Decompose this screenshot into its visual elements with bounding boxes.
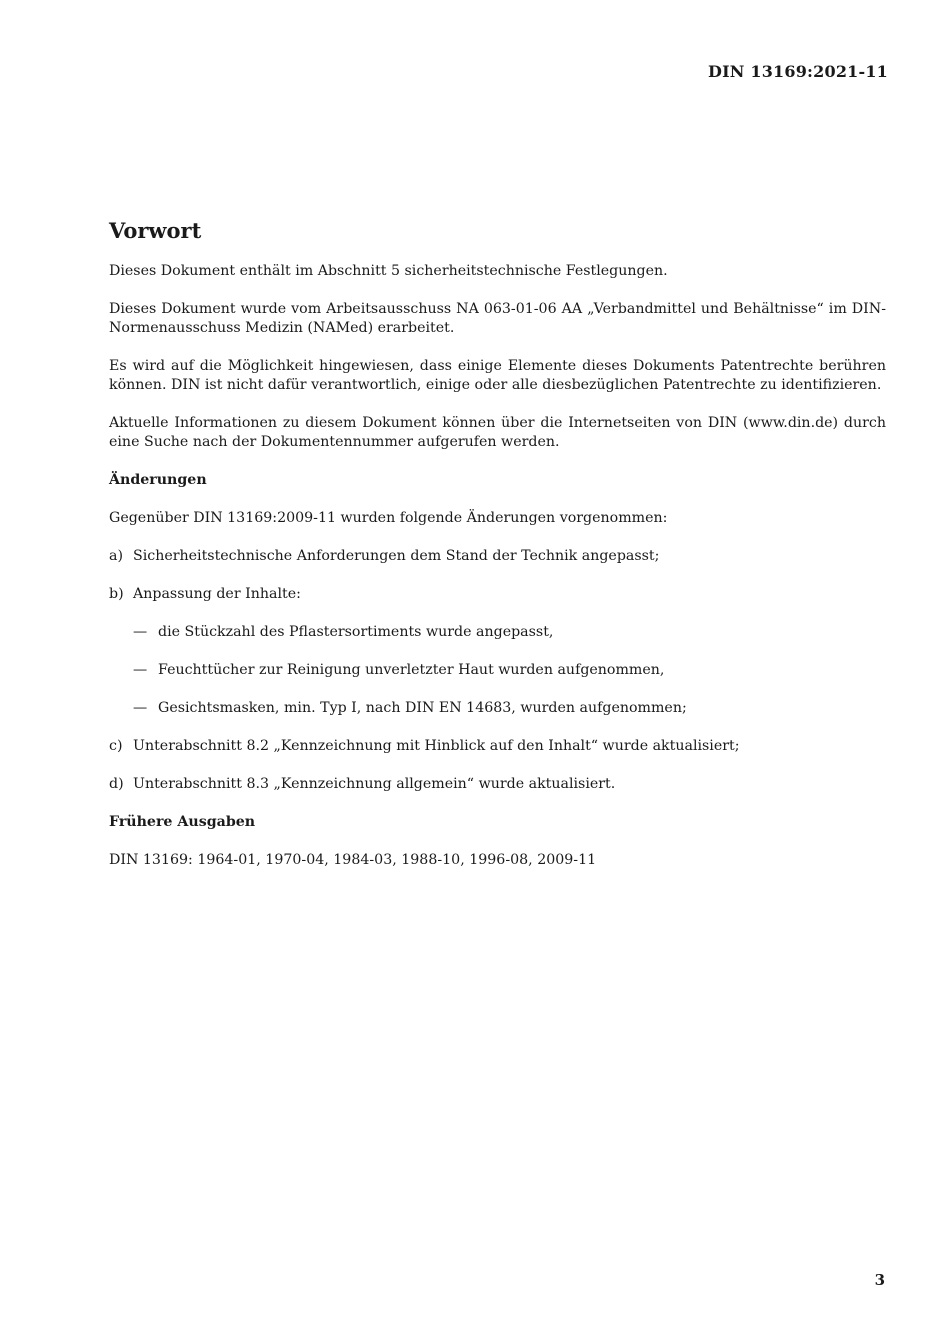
dash-marker: — bbox=[133, 700, 148, 716]
list-marker: a) bbox=[109, 548, 123, 564]
paragraph-committee: Dieses Dokument wurde vom Arbeitsausschuss NA 063-01-06 AA „Verbandmittel und Behältnisse“ im DIN-Normenausschuss Medizin (NAMed) erarbeitet. bbox=[109, 301, 886, 336]
change-item-d bbox=[109, 775, 886, 794]
change-item-a bbox=[109, 547, 886, 566]
list-item-text: Unterabschnitt 8.3 „Kennzeichnung allgemein“ wurde aktualisiert. bbox=[133, 776, 616, 792]
change-subitem-3 bbox=[109, 699, 886, 718]
paragraph-information: Aktuelle Informationen zu diesem Dokument können über die Internetseiten von DIN (www.din.de) durch eine Suche nach der Dokumentennummer aufgerufen werden. bbox=[109, 415, 886, 450]
list-item-text: Unterabschnitt 8.2 „Kennzeichnung mit Hinblick auf den Inhalt“ wurde aktualisiert; bbox=[133, 738, 740, 754]
changes-intro: Gegenüber DIN 13169:2009-11 wurden folgende Änderungen vorgenommen: bbox=[109, 510, 668, 526]
previous-editions-text: DIN 13169: 1964-01, 1970-04, 1984-03, 1988-10, 1996-08, 2009-11 bbox=[109, 852, 597, 868]
change-item-b bbox=[109, 585, 886, 604]
paragraph-safety: Dieses Dokument enthält im Abschnitt 5 sicherheitstechnische Festlegungen. bbox=[109, 263, 668, 279]
paragraph-patents: Es wird auf die Möglichkeit hingewiesen, dass einige Elemente dieses Dokuments Patentrechte berühren können. DIN ist nicht dafür verantwortlich, einige oder alle diesbezüglichen Patentrechte zu identifizieren. bbox=[109, 358, 886, 393]
list-item-text: Sicherheitstechnische Anforderungen dem Stand der Technik angepasst; bbox=[133, 548, 660, 564]
page-content bbox=[109, 218, 886, 889]
dash-marker: — bbox=[133, 662, 148, 678]
list-marker: b) bbox=[109, 586, 124, 602]
document-id: DIN 13169:2021-11 bbox=[708, 62, 888, 81]
page-title: Vorwort bbox=[109, 218, 202, 243]
change-item-c bbox=[109, 737, 886, 756]
dash-marker: — bbox=[133, 624, 148, 640]
change-subitem-2 bbox=[109, 661, 886, 680]
list-item-text: Anpassung der Inhalte: bbox=[133, 586, 301, 602]
previous-editions-heading: Frühere Ausgaben bbox=[109, 814, 256, 830]
list-marker: c) bbox=[109, 738, 123, 754]
change-subitem-1 bbox=[109, 623, 886, 642]
list-item-text: Gesichtsmasken, min. Typ I, nach DIN EN 14683, wurden aufgenommen; bbox=[158, 700, 687, 716]
changes-heading: Änderungen bbox=[109, 472, 207, 488]
list-item-text: Feuchttücher zur Reinigung unverletzter Haut wurden aufgenommen, bbox=[158, 662, 665, 678]
page-number: 3 bbox=[874, 1271, 885, 1289]
list-marker: d) bbox=[109, 776, 124, 792]
list-item-text: die Stückzahl des Pflastersortiments wurde angepasst, bbox=[158, 624, 554, 640]
